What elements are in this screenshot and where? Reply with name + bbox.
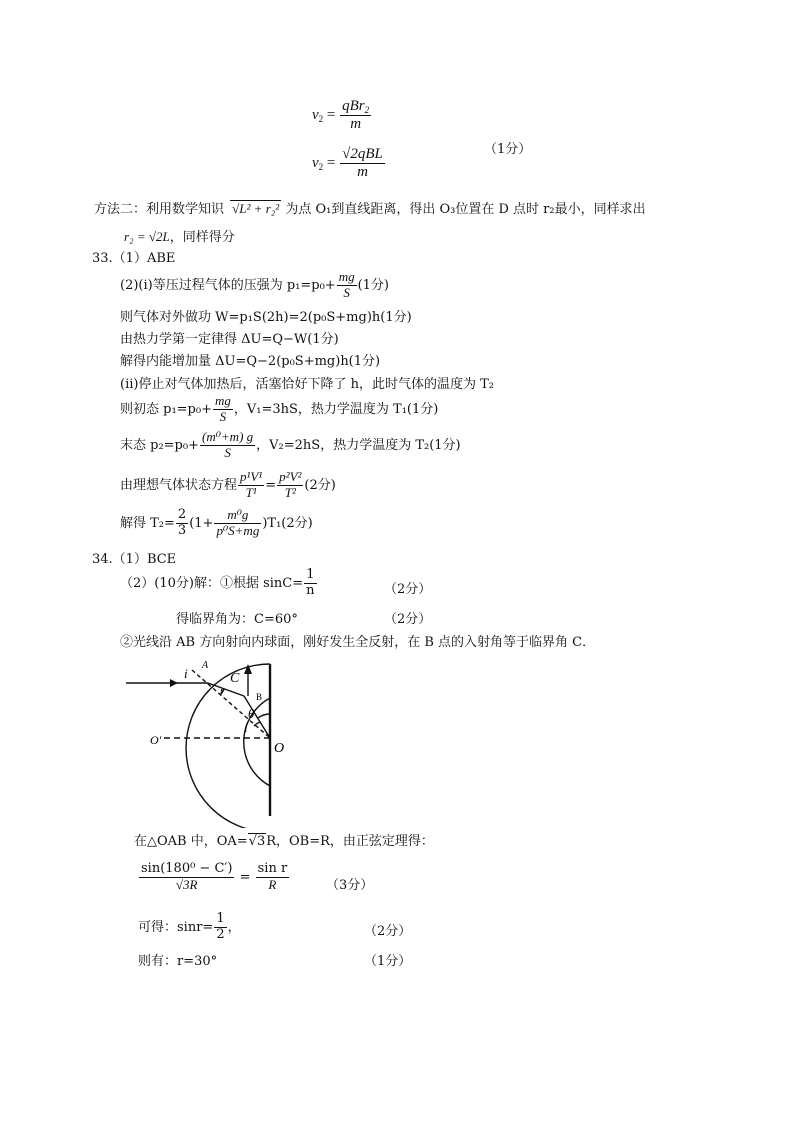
svg-text:B: B <box>256 692 263 702</box>
q33-line-9: 解得 T₂= $\frac{2}{3}$ (1+ $\frac{\text{m⁰g}}{\text{p⁰S+mg}}$ )T₁(2分) <box>120 507 313 538</box>
score: （2分） <box>384 582 432 597</box>
svg-text:i: i <box>244 720 248 735</box>
q33-heading: 33.（1）ABE <box>92 251 176 266</box>
equation-v2-sqrt2: $v_2$ = $\frac{\text{√2qBL}}{m}$ <box>312 146 383 181</box>
q33-line-3: 由热力学第一定律得 ΔU=Q−W(1分) <box>120 332 339 347</box>
fraction: $\frac{2}{3}$ <box>177 507 187 538</box>
q34-heading: 34.（1）BCE <box>92 552 177 567</box>
q34-line-1: （2）(10分)解：①根据 sinC= $\frac{1}{n}$ <box>120 567 315 598</box>
angle-arc <box>258 714 270 718</box>
sqrt-expression: √L² + r₂² <box>232 201 280 216</box>
q33-line-1: (2)(ⅰ)等压过程气体的压强为 p₁=p₀+ $\frac{mg}{S}$ (1分) <box>120 269 390 300</box>
q33-line-8: 由理想气体状态方程 $\frac{\text{p¹V¹}}{\text{T¹}}$ = $\frac{\text{p²V²}}{\text{T²}}$ (2分) <box>120 469 336 500</box>
q34-line-3: ②光线沿 AB 方向射向内球面，刚好发生全反射，在 B 点的入射角等于临界角 C． <box>120 635 596 650</box>
score: （3分） <box>326 878 374 893</box>
score: （2分） <box>384 612 432 627</box>
fraction: $\frac{\text{p¹V¹}}{\text{T¹}}$ <box>240 469 263 500</box>
q34-line-2: 得临界角为：C=60° <box>176 612 298 627</box>
q34-line-4: 在△OAB 中，OA=√3R，OB=R，由正弦定理得： <box>134 834 434 849</box>
svg-text:O: O <box>274 741 285 756</box>
score: （2分） <box>364 924 412 939</box>
angle-arc <box>254 722 260 726</box>
svg-text:r: r <box>220 685 225 697</box>
method-two-line-2: r₂ = √2L，同样得分 <box>124 229 235 245</box>
svg-text:C: C <box>230 671 240 686</box>
hemisphere-refraction-diagram <box>120 652 306 828</box>
q34-line-6: 可得：sinr= $\frac{1}{2}$ ， <box>138 911 241 942</box>
fraction: $\frac{\text{sin(180⁰ − C′)}}{√3R}$ <box>141 861 233 892</box>
q33-line-7: 末态 p₂=p₀+ $\frac{\text{(m⁰+m) g}}{S}$ ，V₂=2hS，热力学温度为 T₂(1分) <box>120 429 461 460</box>
score: （1分） <box>364 954 412 969</box>
outer-arc <box>186 664 270 828</box>
score: （1分） <box>484 142 532 157</box>
method-two-line: 方法二：利用数学知识 √L² + r₂² 为点 O₁到直线距离，得出 O₃位置在 D 点时 r₂最小，同样求出 <box>94 201 646 217</box>
fraction: $\frac{1}{2}$ <box>216 911 225 942</box>
q33-line-4: 解得内能增加量 ΔU=Q−2(p₀S+mg)h(1分) <box>120 354 381 369</box>
fraction: $\frac{\text{sin r}}{R}$ <box>257 861 288 892</box>
svg-text:i: i <box>184 666 188 681</box>
q34-sine-law: $\frac{\text{sin(180⁰ − C′)}}{√3R}$ = $\frac{\text{sin r}}{R}$ <box>141 861 288 892</box>
fraction: $\frac{1}{n}$ <box>306 567 315 598</box>
svg-text:O': O' <box>150 733 162 747</box>
fraction: $\frac{\text{p²V²}}{\text{T²}}$ <box>279 469 302 500</box>
svg-text:θ: θ <box>248 706 255 721</box>
svg-text:A: A <box>202 660 209 671</box>
q34-line-7: 则有：r=30° <box>138 954 218 969</box>
q33-line-6: 则初态 p₁=p₀+ $\frac{mg}{S}$ ，V₁=3hS，热力学温度为 T₁(1分) <box>120 393 439 424</box>
fraction: $\frac{qBr_2}{m}$ <box>342 98 370 133</box>
fraction: $\frac{\text{√2qBL}}{m}$ <box>342 146 383 181</box>
arrow-icon <box>170 679 178 687</box>
q33-line-2: 则气体对外做功 W=p₁S(2h)=2(p₀S+mg)h(1分) <box>120 310 412 325</box>
q33-line-5: (ⅱ)停止对气体加热后，活塞恰好下降了 h，此时气体的温度为 T₂ <box>120 377 494 392</box>
fraction: $\frac{\text{(m⁰+m) g}}{S}$ <box>201 429 254 460</box>
fraction: $\frac{mg}{S}$ <box>214 393 231 424</box>
equation-v2-qbr: $v_2$ = $\frac{qBr_2}{m}$ <box>312 98 370 133</box>
fraction: $\frac{mg}{S}$ <box>338 269 355 300</box>
fraction: $\frac{\text{m⁰g}}{\text{p⁰S+mg}}$ <box>216 507 260 538</box>
